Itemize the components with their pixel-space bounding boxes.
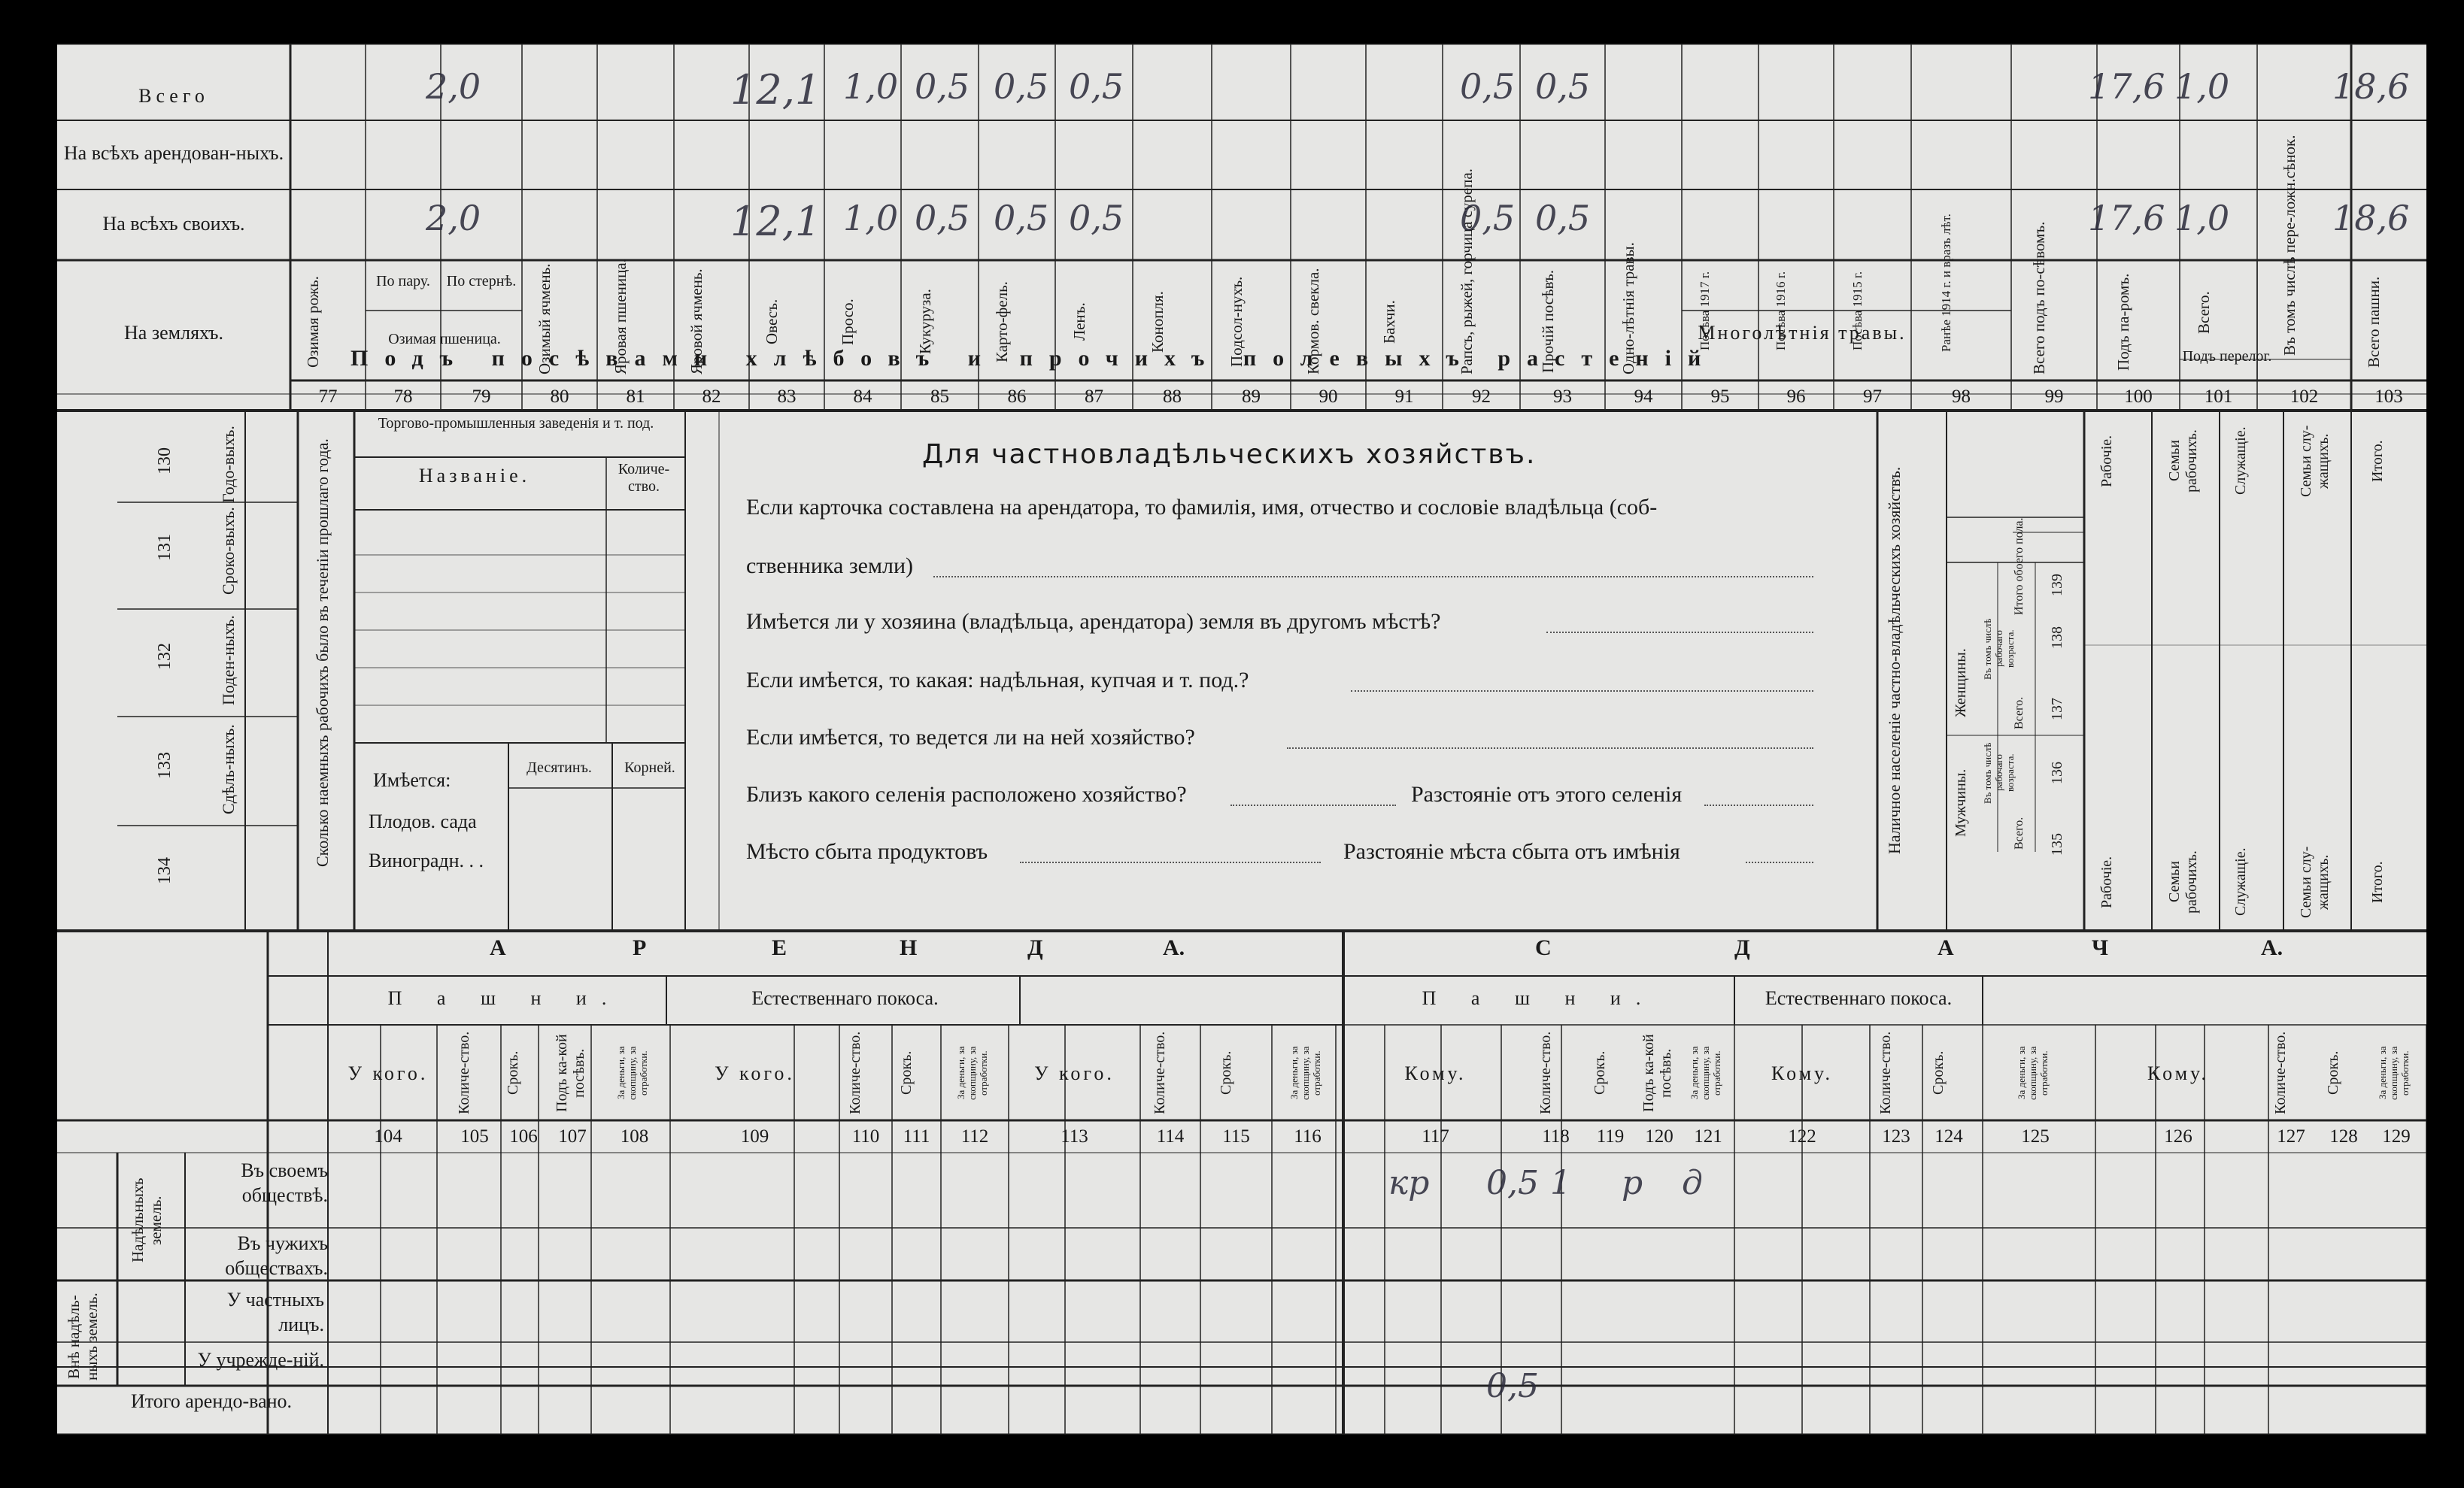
- header-srok-24: Срокъ.: [2325, 1050, 2341, 1096]
- handwritten-vsego-5: 0,5: [1069, 66, 1124, 107]
- right-col-top-1: Семьи рабочихъ.: [2166, 429, 2200, 492]
- column-label-98: Ранѣе 1914 г. и вразъ лѣт.: [1938, 214, 1953, 352]
- right-col-bottom-0: Рабочiе.: [2098, 856, 2115, 908]
- men-label: Мужчины.: [1953, 768, 1969, 838]
- handwritten-vsego-1: 12,1: [730, 66, 821, 114]
- column-number-121: 121: [1694, 1126, 1722, 1147]
- column-number-85: 85: [930, 386, 949, 407]
- answer-line-6a[interactable]: [1020, 862, 1321, 863]
- sdacha-letter-0: С: [1535, 935, 1552, 960]
- column-label-80: Озимый ячмень.: [536, 263, 554, 374]
- group-nadelnyh: Надѣльныхъ земель.: [129, 1177, 165, 1263]
- population-vertical-label: Наличное населенiе частно-владѣльческихъ хозяйствъ.: [1885, 466, 1904, 854]
- column-number-79: 79: [472, 386, 491, 407]
- header-komu-13: Кому.: [1404, 1062, 1467, 1084]
- column-label-86: Карто-фель.: [993, 281, 1011, 362]
- column-number-111: 111: [903, 1126, 930, 1147]
- handwritten-svoih-8: 17,6: [2088, 198, 2165, 238]
- question-1a: Если карточка составлена на арендатора, то фамилiя, имя, отчество и сословiе владѣльца (соб-: [746, 495, 1658, 520]
- vinograd-label: Виноградн. . .: [369, 850, 484, 871]
- column-number-118: 118: [1542, 1126, 1570, 1147]
- handwritten-svoih-3: 0,5: [915, 198, 970, 238]
- column-label-89: Подсол-нухъ.: [1227, 276, 1246, 368]
- arenda-letter-4: Д: [1027, 935, 1043, 960]
- handwritten-row1-1: 0,5: [1486, 1164, 1539, 1202]
- column-label-103: Всего пашни.: [2365, 276, 2383, 368]
- column-number-88: 88: [1163, 386, 1182, 407]
- header-kolichestvo-1: Количе-ство.: [456, 1031, 472, 1115]
- header-srok-7: Срокъ.: [897, 1050, 915, 1096]
- handwritten-vsego-0: 2,0: [426, 66, 481, 107]
- column-number-99: 99: [2044, 386, 2064, 407]
- arenda-letter-2: Е: [772, 935, 787, 960]
- header-ukogo-5: У кого.: [715, 1062, 795, 1084]
- column-number-123: 123: [1882, 1126, 1910, 1147]
- header-srok-15: Срокъ.: [1592, 1050, 1608, 1096]
- header-ukogo-9: У кого.: [1034, 1062, 1115, 1084]
- handwritten-row1-2: 1: [1550, 1164, 1571, 1202]
- column-label-78: По пару.: [376, 273, 430, 289]
- worker-col-number-130: 130: [155, 447, 174, 474]
- trade-count-header: Количе-ство.: [618, 461, 670, 495]
- column-number-128: 128: [2329, 1126, 2358, 1147]
- column-number-82: 82: [702, 386, 721, 407]
- header-srok-2: Срокъ.: [505, 1050, 521, 1096]
- handwritten-vsego-6: 0,5: [1460, 66, 1516, 107]
- column-label-95: Посѣва 1917 г.: [1698, 271, 1712, 350]
- column-number-119: 119: [1596, 1126, 1625, 1147]
- population-col-number-138: 138: [2049, 626, 2065, 649]
- right-col-bottom-3: Семьи слу-жащихъ.: [2298, 846, 2332, 918]
- header-srok-11: Срокъ.: [1217, 1050, 1234, 1096]
- column-label-91: Бахчи.: [1380, 300, 1398, 344]
- header-kolichestvo-19: Количе-ство.: [1877, 1031, 1894, 1115]
- column-number-95: 95: [1710, 386, 1730, 407]
- right-col-bottom-1: Семьи рабочихъ.: [2166, 850, 2200, 914]
- column-number-110: 110: [851, 1126, 880, 1147]
- question-5b: Разстоянiе отъ этого селенiя: [1411, 782, 1683, 807]
- column-number-92: 92: [1472, 386, 1491, 407]
- column-number-98: 98: [1952, 386, 1971, 407]
- column-number-93: 93: [1553, 386, 1572, 407]
- column-label-77: Озимая рожь.: [304, 276, 322, 368]
- row-label-vsego: Всего: [138, 85, 209, 107]
- handwritten-vsego-2: 1,0: [843, 66, 899, 107]
- column-number-87: 87: [1085, 386, 1103, 407]
- column-number-91: 91: [1394, 386, 1414, 407]
- row-label-chuzhih: Въ чужихъ обществахъ.: [225, 1232, 328, 1279]
- column-label-92: Рапсъ, рыжей, горчица сурепа.: [1457, 168, 1476, 374]
- column-number-83: 83: [777, 386, 797, 407]
- sdacha-pashni-header: П а ш н и.: [1422, 987, 1656, 1009]
- workers-vertical-label: Сколько наемныхъ рабочихъ было въ теченiи прошлаго года.: [313, 438, 332, 867]
- column-label-100: Подъ па-ромъ.: [2114, 273, 2132, 371]
- column-number-106: 106: [509, 1126, 538, 1147]
- handwritten-row1-4: д: [1682, 1164, 1703, 1202]
- row-label-itogo: Итого арендо-вано.: [130, 1390, 293, 1412]
- header-za_dengi-25: За деньги, за скопщину, за отработки.: [2377, 1046, 2411, 1100]
- column-label-97: Посѣва 1915 г.: [1850, 271, 1865, 350]
- right-col-top-2: Служащiе.: [2232, 426, 2249, 495]
- column-number-102: 102: [2290, 386, 2319, 407]
- population-col-number-137: 137: [2049, 698, 2065, 720]
- header-srok-20: Срокъ.: [1930, 1050, 1947, 1096]
- desyatin-header: Десятинъ.: [526, 759, 592, 776]
- handwritten-svoih-2: 1,0: [843, 198, 899, 238]
- column-label-99: Всего подъ по-сѣвомъ.: [2030, 221, 2048, 374]
- vsego-men-label: Всего.: [2013, 817, 2026, 850]
- handwritten-vsego-8: 17,6: [2088, 66, 2165, 107]
- row-label-uchrezhdeniy: У учрежде-нiй.: [197, 1349, 324, 1371]
- column-label-87: Ленъ.: [1070, 302, 1088, 341]
- column-number-97: 97: [1863, 386, 1882, 407]
- column-label-93: Прочiй посѣвъ.: [1538, 270, 1557, 374]
- handwritten-row1-0: кр: [1388, 1164, 1430, 1202]
- women-working-age-label: Въ томъ числѣ рабочаго возраста.: [1982, 618, 2016, 680]
- handwritten-vsego-9: 1,0: [2174, 66, 2230, 107]
- column-label-82: Яровой ячмень.: [687, 268, 706, 374]
- row-label-chastnyh: У частныхъ лицъ.: [226, 1289, 324, 1335]
- column-label-85: Кукуруза.: [915, 289, 934, 355]
- question-5a: Близъ какого селенiя расположено хозяйство?: [746, 782, 1187, 807]
- column-number-105: 105: [460, 1126, 489, 1147]
- itogo-oboego-label: Итого обоего пола.: [2013, 517, 2026, 615]
- has-label: Имѣется:: [373, 769, 451, 791]
- mnogoletnie-label: Многолѣтнiя травы.: [1698, 322, 1907, 344]
- question-3: Если имѣется, то какая: надѣльная, купчая и т. под.?: [746, 668, 1249, 692]
- header-pod_kakoi-3: Подъ ка-кой посѣвъ.: [554, 1034, 587, 1112]
- column-number-100: 100: [2124, 386, 2153, 407]
- arenda-letter-3: Н: [900, 935, 918, 960]
- question-6b: Разстоянiе мѣста сбыта отъ имѣнiя: [1343, 839, 1680, 864]
- answer-line-4[interactable]: [1287, 747, 1813, 749]
- column-label-81: Яровая пшеница.: [611, 259, 630, 374]
- right-col-bottom-2: Служащiе.: [2232, 847, 2249, 917]
- right-col-top-3: Семьи слу-жащихъ.: [2298, 425, 2332, 497]
- column-number-103: 103: [2374, 386, 2403, 407]
- row-label-zemlyah: На земляхъ.: [124, 322, 223, 344]
- right-col-bottom-4: Итого.: [2369, 861, 2386, 903]
- sdacha-letter-4: А.: [2261, 935, 2283, 960]
- header-za_dengi-12: За деньги, за скопщину, за отработки.: [1288, 1046, 1322, 1100]
- header-za_dengi-8: За деньги, за скопщину, за отработки.: [955, 1046, 989, 1100]
- column-number-81: 81: [626, 386, 645, 407]
- column-number-120: 120: [1645, 1126, 1674, 1147]
- sad-label: Плодов. сада: [369, 811, 477, 832]
- handwritten-svoih-5: 0,5: [1069, 198, 1124, 238]
- ozimaya-pshenitsa-label: Озимая пшеница.: [388, 331, 501, 347]
- korney-header: Корней.: [624, 759, 675, 776]
- sdacha-letter-3: Ч: [2092, 935, 2109, 960]
- header-za_dengi-21: За деньги, за скопщину, за отработки.: [2016, 1046, 2050, 1100]
- group-vne-nadelnyh: Внѣ надѣль-ныхъ земель.: [65, 1293, 102, 1381]
- column-number-122: 122: [1788, 1126, 1816, 1147]
- handwritten-vsego-4: 0,5: [994, 66, 1049, 107]
- answer-line-1[interactable]: [933, 576, 1813, 577]
- column-number-129: 129: [2382, 1126, 2411, 1147]
- question-4: Если имѣется, то ведется ли на ней хозяйство?: [746, 725, 1195, 750]
- row-label-arendovannyh: На всѣхъ арендован-ныхъ.: [63, 142, 284, 164]
- column-number-127: 127: [2277, 1126, 2305, 1147]
- arenda-letter-1: Р: [633, 935, 647, 960]
- column-number-114: 114: [1156, 1126, 1185, 1147]
- question-2: Имѣется ли у хозяина (владѣльца, арендатора) земля въ другомъ мѣстѣ?: [746, 609, 1441, 634]
- sdacha-letter-1: Д: [1734, 935, 1750, 960]
- worker-col-number-133: 133: [155, 752, 174, 779]
- question-1b: ственника земли): [746, 553, 913, 578]
- column-number-94: 94: [1634, 386, 1653, 407]
- header-ukogo-0: У кого.: [347, 1062, 429, 1084]
- answer-line-6b[interactable]: [1746, 862, 1813, 863]
- sdacha-pokos-header: Естественнаго покоса.: [1765, 987, 1953, 1009]
- column-label-84: Просо.: [839, 299, 857, 345]
- answer-line-2[interactable]: [1546, 632, 1813, 633]
- answer-line-5b[interactable]: [1704, 805, 1813, 806]
- vsego-women-label: Всего.: [2013, 696, 2026, 729]
- column-number-86: 86: [1007, 386, 1027, 407]
- handwritten-vsego-7: 0,5: [1535, 66, 1591, 107]
- handwritten-itogo: 0,5: [1486, 1367, 1539, 1405]
- column-number-109: 109: [740, 1126, 769, 1147]
- column-number-107: 107: [558, 1126, 587, 1147]
- column-number-126: 126: [2164, 1126, 2192, 1147]
- answer-line-3[interactable]: [1351, 690, 1813, 692]
- column-label-88: Конопля.: [1148, 291, 1167, 353]
- worker-col-label-131: Сроко-выхъ.: [219, 507, 238, 596]
- census-card: [57, 44, 2426, 1435]
- header-kolichestvo-23: Количе-ство.: [2272, 1031, 2289, 1115]
- sdacha-letter-2: А: [1938, 935, 1954, 960]
- header-pod_kakoi-16: Подъ ка-кой посѣвъ.: [1640, 1034, 1674, 1112]
- worker-col-number-134: 134: [155, 857, 174, 884]
- column-number-89: 89: [1242, 386, 1261, 407]
- arenda-pashni-header: П а ш н и.: [387, 987, 622, 1009]
- header-komu-18: Кому.: [1771, 1062, 1833, 1084]
- handwritten-svoih-9: 1,0: [2174, 198, 2230, 238]
- column-number-84: 84: [853, 386, 872, 407]
- table-grid: [57, 44, 2426, 1435]
- column-label-101: Всего.: [2194, 291, 2213, 334]
- worker-col-number-131: 131: [155, 534, 174, 561]
- column-number-116: 116: [1294, 1126, 1322, 1147]
- perelog-label: Подъ перелог.: [2182, 348, 2272, 365]
- header-kolichestvo-10: Количе-ство.: [1152, 1031, 1168, 1115]
- column-number-113: 113: [1061, 1126, 1088, 1147]
- handwritten-vsego-3: 0,5: [915, 66, 970, 107]
- arenda-letter-5: А.: [1163, 935, 1185, 960]
- header-za_dengi-17: За деньги, за скопщину, за отработки.: [1689, 1046, 1722, 1100]
- column-number-77: 77: [318, 386, 338, 407]
- handwritten-vsego-10: 18,6: [2332, 66, 2410, 107]
- handwritten-svoih-4: 0,5: [994, 198, 1049, 238]
- column-number-125: 125: [2021, 1126, 2050, 1147]
- header-kolichestvo-14: Количе-ство.: [1537, 1031, 1554, 1115]
- column-label-90: Кормов. свекла.: [1304, 268, 1322, 374]
- header-komu-22: Кому.: [2147, 1062, 2209, 1084]
- men-working-age-label: Въ томъ числѣ рабочаго возраста.: [1982, 742, 2016, 804]
- form-title: Для частновладѣльческихъ хозяйствъ.: [922, 439, 1537, 470]
- handwritten-svoih-6: 0,5: [1460, 198, 1516, 238]
- header-kolichestvo-6: Количе-ство.: [847, 1031, 863, 1115]
- handwritten-svoih-0: 2,0: [426, 198, 481, 238]
- trade-title: Торгово-промышленныя заведенiя и т. под.: [378, 415, 654, 432]
- column-number-96: 96: [1786, 386, 1806, 407]
- question-6a: Мѣсто сбыта продуктовъ: [746, 839, 988, 864]
- column-number-78: 78: [393, 386, 413, 407]
- row-label-svoem: Въ своемъ обществѣ.: [241, 1159, 328, 1206]
- column-number-108: 108: [620, 1126, 649, 1147]
- worker-col-label-133: Сдѣль-ныхъ.: [219, 724, 238, 814]
- row-label-svoih: На всѣхъ своихъ.: [102, 213, 245, 235]
- population-col-number-139: 139: [2049, 574, 2065, 596]
- women-label: Женщины.: [1953, 648, 1969, 717]
- worker-col-label-132: Поден-ныхъ.: [219, 615, 238, 705]
- right-col-top-4: Итого.: [2369, 440, 2386, 482]
- population-col-number-136: 136: [2049, 762, 2065, 784]
- handwritten-svoih-7: 0,5: [1535, 198, 1591, 238]
- population-col-number-135: 135: [2049, 833, 2065, 856]
- column-label-83: Овесъ.: [763, 299, 781, 345]
- arenda-pokos-header: Естественнаго покоса.: [751, 987, 939, 1009]
- handwritten-row1-3: р: [1622, 1164, 1643, 1202]
- trade-name-header: Названiе.: [418, 465, 531, 486]
- column-number-101: 101: [2204, 386, 2233, 407]
- column-number-124: 124: [1934, 1126, 1963, 1147]
- right-col-top-0: Рабочiе.: [2098, 435, 2115, 487]
- column-number-104: 104: [374, 1126, 402, 1147]
- column-label-96: Посѣва 1916 г.: [1774, 271, 1788, 350]
- column-number-90: 90: [1318, 386, 1338, 407]
- column-number-80: 80: [550, 386, 569, 407]
- handwritten-svoih-1: 12,1: [730, 198, 821, 245]
- header-za_dengi-4: За деньги, за скопщину, за отработки.: [614, 1046, 649, 1100]
- column-label-102: Въ томъ числѣ пере-ложн.сѣнок.: [2280, 135, 2299, 356]
- handwritten-svoih-10: 18,6: [2332, 198, 2410, 238]
- column-label-79: По стернѣ.: [446, 273, 517, 289]
- column-number-112: 112: [960, 1126, 989, 1147]
- column-label-94: Одно-лѣтнiя травы.: [1619, 242, 1637, 374]
- answer-line-5a[interactable]: [1230, 805, 1396, 806]
- worker-col-number-132: 132: [155, 643, 174, 670]
- top-heading: Подъ посѣвами хлѣбовъ и прочихъ полевыхъ растеній: [350, 346, 1718, 371]
- arenda-letter-0: А: [490, 935, 506, 960]
- worker-col-label-130: Годо-выхъ.: [219, 426, 238, 504]
- column-number-117: 117: [1422, 1126, 1449, 1147]
- column-number-115: 115: [1222, 1126, 1250, 1147]
